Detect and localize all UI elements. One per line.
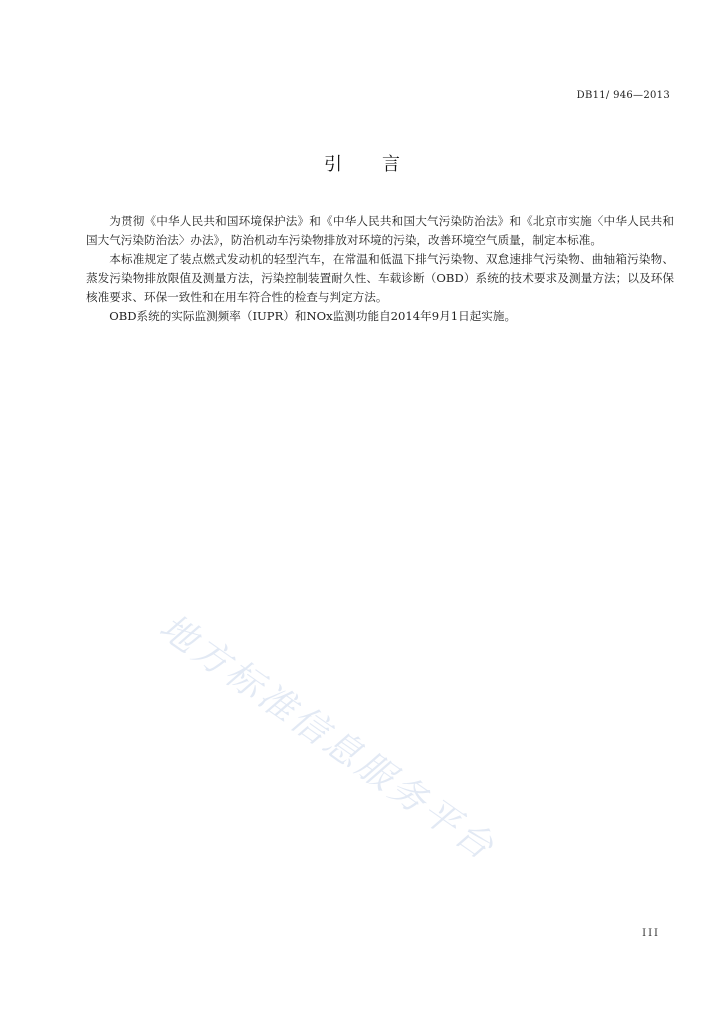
introduction-body <box>86 212 674 326</box>
section-title: 引言 <box>324 154 440 175</box>
document-code: DB11/ 946—2013 <box>576 90 670 101</box>
watermark: 地方标准信息服务平台 <box>151 606 504 870</box>
paragraph-purpose: 为贯彻《中华人民共和国环境保护法》和《中华人民共和国大气污染防治法》和《北京市实施〈中华人民共和国大气污染防治法〉办法》，防治机动车污染物排放对环境的污染，改善环境空气质量，制定本标准。 <box>86 214 674 247</box>
paragraph-scope: 本标准规定了装点燃式发动机的轻型汽车，在常温和低温下排气污染物、双怠速排气污染物、曲轴箱污染物、蒸发污染物排放限值及测量方法，污染控制装置耐久性、车载诊断（OBD）系统的技术要求及测量方法；以及环保核准要求、环保一致性和在用车符合性的检查与判定方法。 <box>86 252 674 304</box>
page-number: III <box>642 928 660 939</box>
paragraph-obd-implementation: OBD系统的实际监测频率（IUPR）和NOx监测功能自2014年9月1日起实施。 <box>109 309 517 323</box>
